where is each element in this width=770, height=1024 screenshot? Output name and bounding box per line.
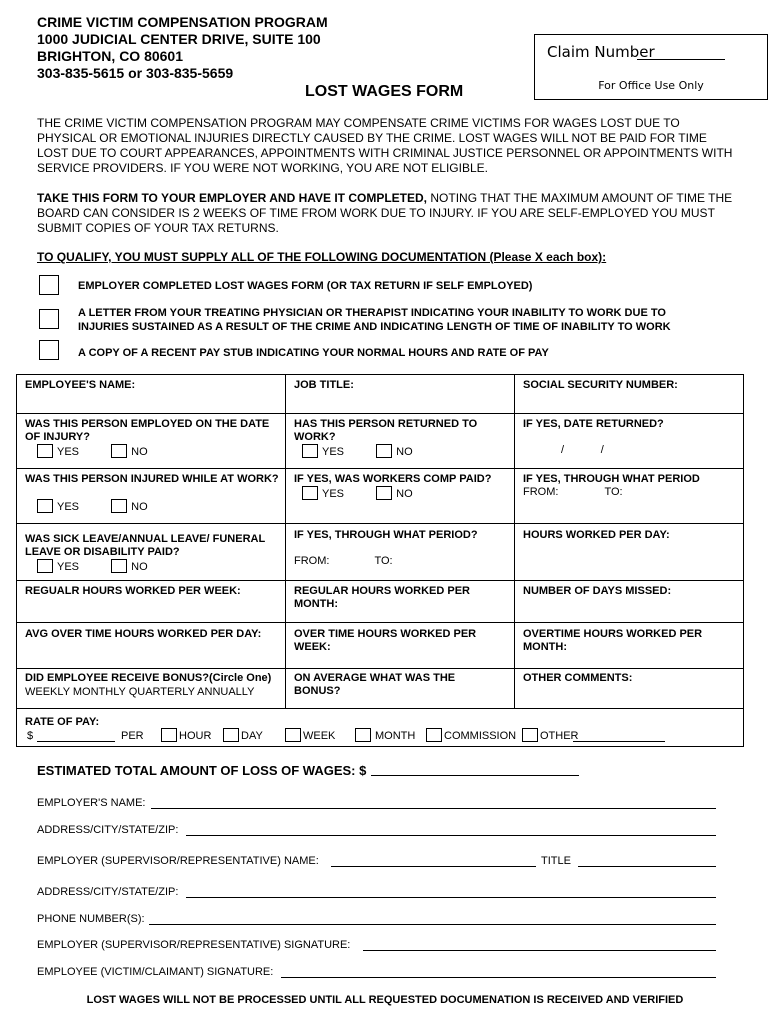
other-label: OTHER xyxy=(540,730,579,742)
to-label: TO: xyxy=(374,555,393,567)
employee-signature-field[interactable] xyxy=(281,977,716,978)
yes-label: YES xyxy=(57,561,80,573)
claim-number-label: Claim Number xyxy=(547,43,655,61)
rate-other-option xyxy=(522,728,579,743)
employer-name-label: EMPLOYER'S NAME: xyxy=(37,797,146,809)
supervisor-name-label: EMPLOYER (SUPERVISOR/REPRESENTATIVE) NAME: xyxy=(37,855,319,867)
day-label: DAY xyxy=(241,730,263,742)
yes-label: YES xyxy=(57,446,80,458)
office-use-note: For Office Use Only xyxy=(598,79,704,92)
hours-per-day-label: HOURS WORKED PER DAY: xyxy=(523,529,670,541)
regular-hours-week-label: REGUALR HOURS WORKED PER WEEK: xyxy=(25,585,241,597)
rate-of-pay-label: RATE OF PAY: xyxy=(25,716,100,728)
workers-comp-question: IF YES, WAS WORKERS COMP PAID? xyxy=(294,473,492,485)
employed-question: WAS THIS PERSON EMPLOYED ON THE DATE OF INJURY? xyxy=(25,418,270,443)
phone-field[interactable] xyxy=(149,924,716,925)
no-label: NO xyxy=(131,446,148,458)
avg-overtime-label: AVG OVER TIME HOURS WORKED PER DAY: xyxy=(25,628,262,640)
phone-numbers: 303-835-5615 or 303-835-5659 xyxy=(37,65,234,81)
bonus-frequency-options[interactable]: WEEKLY MONTHLY QUARTERLY ANNUALLY xyxy=(25,686,255,698)
instructions-rest: NOTING THAT THE MAXIMUM AMOUNT OF TIME THE BOARD CAN CONSIDER IS 2 WEEKS OF TIME FROM WORK DUE TO INJURY. IF YOU ARE SELF-EMPLOYED YOU MUST SUBMIT COPIES OF YOUR TAX RETURNS. xyxy=(37,191,733,235)
yes-label: YES xyxy=(322,488,345,500)
regular-hours-month-label: REGULAR HOURS WORKED PER MONTH: xyxy=(294,585,471,610)
commission-checkbox[interactable] xyxy=(426,728,442,742)
from-label: FROM: xyxy=(294,555,330,567)
other-checkbox[interactable] xyxy=(522,728,538,742)
supervisor-address-label: ADDRESS/CITY/STATE/ZIP: xyxy=(37,886,179,898)
sick-leave-options xyxy=(37,559,148,574)
address-city: BRIGHTON, CO 80601 xyxy=(37,48,184,64)
date-returned-label: IF YES, DATE RETURNED? xyxy=(523,418,664,430)
workers-comp-no-checkbox[interactable] xyxy=(376,486,392,500)
no-label: NO xyxy=(396,488,413,500)
workers-comp-yes-checkbox[interactable] xyxy=(302,486,318,500)
requirement-2-line-2: INJURIES SUSTAINED AS A RESULT OF THE CRIME AND INDICATING LENGTH OF TIME OF INABILITY TO WORK xyxy=(78,321,671,333)
supervisor-address-field[interactable] xyxy=(186,897,716,898)
employed-no-checkbox[interactable] xyxy=(111,444,127,458)
form-title: LOST WAGES FORM xyxy=(305,83,464,100)
supervisor-name-field[interactable] xyxy=(331,866,536,867)
to-label: TO: xyxy=(604,486,623,498)
other-comments-label: OTHER COMMENTS: xyxy=(523,672,633,684)
no-label: NO xyxy=(131,561,148,573)
claim-number-field[interactable] xyxy=(637,59,725,60)
rate-hour-option xyxy=(161,728,211,743)
returned-options xyxy=(302,444,413,459)
overtime-month-label: OVERTIME HOURS WORKED PER MONTH: xyxy=(523,628,703,653)
yes-label: YES xyxy=(57,501,80,513)
yes-label: YES xyxy=(322,446,345,458)
other-rate-field[interactable] xyxy=(573,741,665,742)
requirement-checkbox-3[interactable] xyxy=(39,340,59,360)
employee-signature-label: EMPLOYEE (VICTIM/CLAIMANT) SIGNATURE: xyxy=(37,966,274,978)
rate-week-option xyxy=(285,728,335,743)
qualify-heading: TO QUALIFY, YOU MUST SUPPLY ALL OF THE FOLLOWING DOCUMENTATION (Please X each box): xyxy=(37,250,607,264)
sick-leave-no-checkbox[interactable] xyxy=(111,559,127,573)
no-label: NO xyxy=(131,501,148,513)
period-from-to-1[interactable] xyxy=(523,486,623,499)
employer-address-field[interactable] xyxy=(186,835,716,836)
supervisor-title-label: TITLE xyxy=(541,855,571,867)
claim-number-box xyxy=(534,34,768,100)
rate-day-option xyxy=(223,728,263,743)
employee-name-label: EMPLOYEE'S NAME: xyxy=(25,379,136,391)
rate-amount-field[interactable] xyxy=(37,741,115,742)
employed-options xyxy=(37,444,148,459)
month-label: MONTH xyxy=(375,730,416,742)
days-missed-label: NUMBER OF DAYS MISSED: xyxy=(523,585,672,597)
estimated-loss-field[interactable] xyxy=(371,775,579,776)
no-label: NO xyxy=(396,446,413,458)
instructions-paragraph xyxy=(37,191,737,236)
period-from-to-2[interactable] xyxy=(294,555,393,568)
date-returned-field[interactable]: / / xyxy=(561,444,604,456)
through-period-label-2: IF YES, THROUGH WHAT PERIOD? xyxy=(294,529,478,541)
employer-address-label: ADDRESS/CITY/STATE/ZIP: xyxy=(37,824,179,836)
phone-label: PHONE NUMBER(S): xyxy=(37,913,145,925)
employed-yes-checkbox[interactable] xyxy=(37,444,53,458)
rate-month-option xyxy=(355,728,415,743)
injured-at-work-question: WAS THIS PERSON INJURED WHILE AT WORK? xyxy=(25,473,279,485)
supervisor-title-field[interactable] xyxy=(578,866,716,867)
commission-label: COMMISSION xyxy=(444,730,517,742)
instructions-bold: TAKE THIS FORM TO YOUR EMPLOYER AND HAVE IT COMPLETED, xyxy=(37,191,428,205)
avg-bonus-label: ON AVERAGE WHAT WAS THE BONUS? xyxy=(294,672,456,697)
returned-no-checkbox[interactable] xyxy=(376,444,392,458)
footer-note: LOST WAGES WILL NOT BE PROCESSED UNTIL ALL REQUESTED DOCUMENATION IS RECEIVED AND VERIFIED xyxy=(86,994,684,1006)
ssn-label: SOCIAL SECURITY NUMBER: xyxy=(523,379,678,391)
employer-signature-label: EMPLOYER (SUPERVISOR/REPRESENTATIVE) SIGNATURE: xyxy=(37,939,351,951)
intro-paragraph: THE CRIME VICTIM COMPENSATION PROGRAM MAY COMPENSATE CRIME VICTIMS FOR WAGES LOST DUE TO PHYSICAL OR EMOTIONAL INJURIES DIRECTLY CAUSED BY THE CRIME. LOST WAGES WILL NOT BE PAID FOR TIME LOST DUE TO COURT APPEARANCES, APPOINTMENTS WITH CRIMINAL JUSTICE PERSONNEL OR APPOINTMENTS WITH SERVICE PROVIDERS. IF YOU WERE NOT WORKING, YOU ARE NOT ELIGIBLE. xyxy=(37,116,733,175)
address-street: 1000 JUDICIAL CENTER DRIVE, SUITE 100 xyxy=(37,31,321,47)
hour-label: HOUR xyxy=(179,730,212,742)
employment-table xyxy=(16,374,744,747)
employer-signature-field[interactable] xyxy=(363,950,716,951)
per-label: PER xyxy=(121,730,144,742)
estimated-loss-label: ESTIMATED TOTAL AMOUNT OF LOSS OF WAGES: $ xyxy=(37,763,367,778)
returned-yes-checkbox[interactable] xyxy=(302,444,318,458)
requirement-checkbox-2[interactable] xyxy=(39,309,59,329)
program-address xyxy=(37,14,328,82)
hour-checkbox[interactable] xyxy=(161,728,177,742)
overtime-week-label: OVER TIME HOURS WORKED PER WEEK: xyxy=(294,628,477,653)
injured-yes-checkbox[interactable] xyxy=(37,499,53,513)
requirement-3: A COPY OF A RECENT PAY STUB INDICATING YOUR NORMAL HOURS AND RATE OF PAY xyxy=(78,347,549,359)
day-checkbox[interactable] xyxy=(223,728,239,742)
bonus-question: DID EMPLOYEE RECEIVE BONUS?(Circle One) xyxy=(25,672,272,684)
returned-question: HAS THIS PERSON RETURNED TO WORK? xyxy=(294,418,478,443)
requirement-2-line-1: A LETTER FROM YOUR TREATING PHYSICIAN OR THERAPIST INDICATING YOUR INABILITY TO WORK DUE TO xyxy=(78,307,666,319)
injured-no-checkbox[interactable] xyxy=(111,499,127,513)
requirement-checkbox-1[interactable] xyxy=(39,275,59,295)
rate-dollar-sign: $ xyxy=(27,730,34,742)
workers-comp-options xyxy=(302,486,413,501)
week-label: WEEK xyxy=(303,730,336,742)
sick-leave-question: WAS SICK LEAVE/ANNUAL LEAVE/ FUNERAL LEAVE OR DISABILITY PAID? xyxy=(25,533,265,558)
from-label: FROM: xyxy=(523,486,559,498)
injured-options xyxy=(37,499,148,514)
month-checkbox[interactable] xyxy=(355,728,371,742)
rate-commission-option xyxy=(426,728,516,743)
sick-leave-yes-checkbox[interactable] xyxy=(37,559,53,573)
through-period-label-1: IF YES, THROUGH WHAT PERIOD xyxy=(523,473,700,485)
employer-name-field[interactable] xyxy=(151,808,716,809)
requirement-1: EMPLOYER COMPLETED LOST WAGES FORM (OR TAX RETURN IF SELF EMPLOYED) xyxy=(78,280,533,292)
program-name: CRIME VICTIM COMPENSATION PROGRAM xyxy=(37,14,328,30)
week-checkbox[interactable] xyxy=(285,728,301,742)
job-title-label: JOB TITLE: xyxy=(294,379,354,391)
